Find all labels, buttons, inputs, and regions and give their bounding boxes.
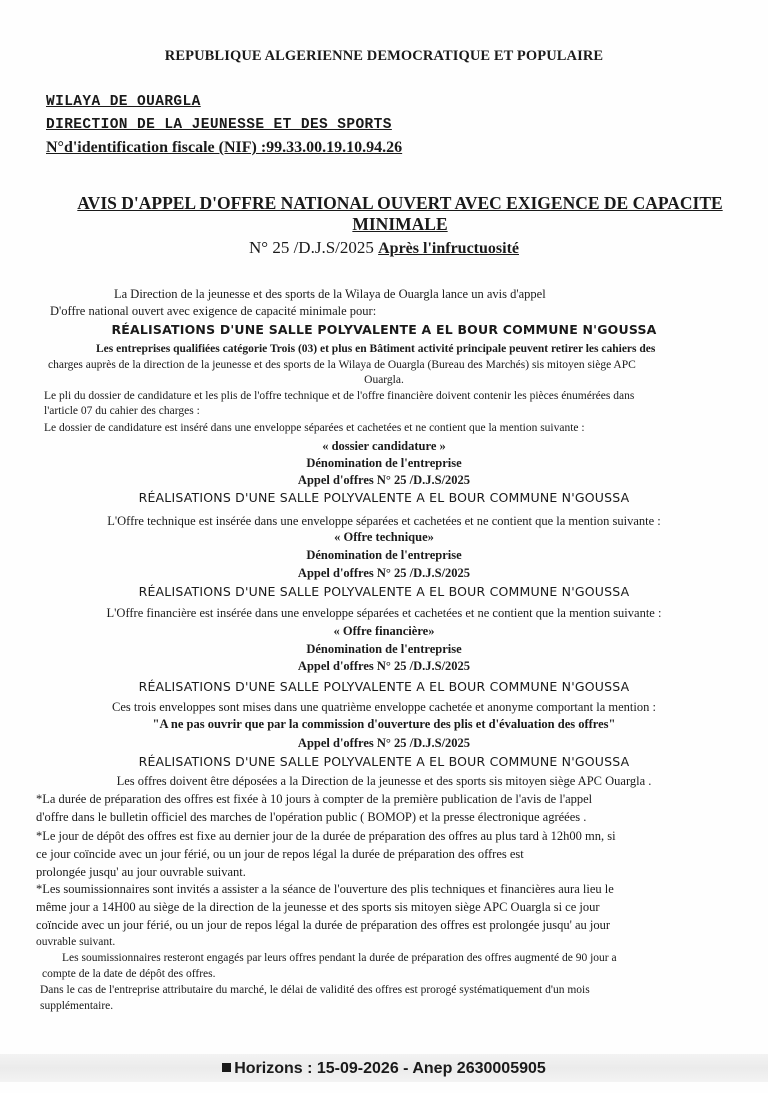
notice-number-suffix: Après l'infructuosité — [378, 240, 519, 257]
company-name-1: Dénomination de l'entreprise — [306, 456, 462, 470]
company-name-2: Dénomination de l'entreprise — [306, 548, 462, 562]
qualification-line-1: Les entreprises qualifiées catégorie Trois (03) et plus en Bâtiment activité principale peuvent retirer les cahiers des — [96, 343, 656, 355]
opening-line-4: ouvrable suivant. — [36, 936, 116, 948]
pli-line-1: Le pli du dossier de candidature et les plis de l'offre technique et de l'offre financière doivent contenir les pièces énumérées dans — [44, 390, 635, 402]
deposit-day-line-1: *Le jour de dépôt des offres est fixe au dernier jour de la durée de préparation des offres au plus tard à 12h00 mn, si — [36, 829, 616, 843]
company-name-3: Dénomination de l'entreprise — [306, 642, 462, 656]
project-title-4: RÉALISATIONS D'UNE SALLE POLYVALENTE A EL BOUR COMMUNE N'GOUSSA — [138, 679, 630, 694]
notice-number — [0, 238, 768, 258]
duration-line-1: *La durée de préparation des offres est fixée à 10 jours à compter de la première publication de l'avis de l'appel — [36, 792, 593, 806]
direction-line: DIRECTION DE LA JEUNESSE ET DES SPORTS — [46, 117, 392, 133]
duration-line-2: d'offre dans le bulletin officiel des marches de l'opération public ( BOMOP) et la presse électronique agréées . — [36, 810, 587, 824]
dossier-mention: « dossier candidature » — [322, 439, 446, 453]
project-title-2: RÉALISATIONS D'UNE SALLE POLYVALENTE A EL BOUR COMMUNE N'GOUSSA — [138, 490, 630, 505]
project-title-1: RÉALISATIONS D'UNE SALLE POLYVALENTE A EL BOUR COMMUNE N'GOUSSA — [111, 322, 657, 337]
project-title-3: RÉALISATIONS D'UNE SALLE POLYVALENTE A EL BOUR COMMUNE N'GOUSSA — [138, 584, 630, 599]
opening-line-1: *Les soumissionnaires sont invités a assister a la séance de l'ouverture des plis techniques et financières aura lieu le — [36, 882, 614, 896]
notice-number-value: N° 25 /D.J.S/2025 — [249, 238, 374, 257]
validity-line-1: Dans le cas de l'entreprise attributaire du marché, le délai de validité des offres est prorogé systématiquement d'un mois — [40, 984, 590, 996]
deposit-day-line-3: prolongée jusqu' au jour ouvrable suivant. — [36, 865, 246, 879]
envelope-mention: "A ne pas ouvrir que par la commission d'ouverture des plis et d'évaluation des offres" — [152, 717, 616, 731]
notice-title: AVIS D'APPEL D'OFFRE NATIONAL OUVERT AVEC EXIGENCE DE CAPACITE MINIMALE — [77, 193, 723, 234]
footer-publication — [0, 1060, 768, 1078]
intro-line-1: La Direction de la jeunesse et des sports de la Wilaya de Ouargla lance un avis d'appel — [114, 287, 546, 301]
engagement-line-1: Les soumissionnaires resteront engagés par leurs offres pendant la durée de préparation des offres augmenté de 90 jour a — [62, 952, 617, 964]
envelope-line: Ces trois enveloppes sont mises dans une quatrième enveloppe cachetée et anonyme comportant la mention : — [112, 700, 656, 714]
qualification-line-2: charges auprès de la direction de la jeunesse et des sports de la Wilaya de Ouargla (Bureau des Marchés) sis mitoyen siège APC — [48, 359, 636, 371]
engagement-line-2: compte de la date de dépôt des offres. — [42, 968, 216, 980]
opening-line-3: coïncide avec un jour férié, ou un jour de repos légal la durée de préparation des offres est prolongée jusqu' au jour — [36, 918, 611, 932]
technical-offer-mention: « Offre technique» — [334, 530, 434, 544]
nif-line: N°d'identification fiscale (NIF) :99.33.00.19.10.94.26 — [46, 139, 403, 156]
deposit-line: Les offres doivent être déposées a la Direction de la jeunesse et des sports sis mitoyen siège APC Ouargla . — [116, 774, 652, 788]
pli-line-2: l'article 07 du cahier des charges : — [44, 405, 200, 417]
deposit-day-line-2: ce jour coïncide avec un jour férié, ou un jour de repos légal la durée de préparation des offres est — [36, 847, 524, 861]
wilaya-line: WILAYA DE OUARGLA — [46, 94, 201, 110]
technical-offer-line: L'Offre technique est insérée dans une enveloppe séparées et cachetées et ne contient que la mention suivante : — [107, 514, 661, 528]
tender-ref-3: Appel d'offres N° 25 /D.J.S/2025 — [297, 659, 471, 673]
tender-ref-4: Appel d'offres N° 25 /D.J.S/2025 — [297, 736, 471, 750]
qualification-line-3: Ouargla. — [364, 374, 404, 386]
tender-ref-2: Appel d'offres N° 25 /D.J.S/2025 — [297, 566, 471, 580]
footer-text: Horizons : 15-09-2026 - Anep 2630005905 — [234, 1060, 546, 1077]
dossier-line: Le dossier de candidature est inséré dans une enveloppe séparées et cachetées et ne contient que la mention suivante : — [44, 422, 585, 434]
opening-line-2: même jour a 14H00 au siège de la direction de la jeunesse et des sports sis mitoyen siège APC Ouargla si ce jour — [36, 900, 600, 914]
financial-offer-mention: « Offre financière» — [333, 624, 435, 638]
square-bullet-icon — [222, 1063, 231, 1072]
project-title-5: RÉALISATIONS D'UNE SALLE POLYVALENTE A EL BOUR COMMUNE N'GOUSSA — [138, 754, 630, 769]
republic-heading: REPUBLIQUE ALGERIENNE DEMOCRATIQUE ET POPULAIRE — [164, 48, 604, 64]
intro-line-2: D'offre national ouvert avec exigence de capacité minimale pour: — [50, 304, 377, 318]
validity-line-2: supplémentaire. — [40, 1000, 114, 1012]
financial-offer-line: L'Offre financière est insérée dans une enveloppe séparées et cachetées et ne contient que la mention suivante : — [106, 606, 662, 620]
tender-ref-1: Appel d'offres N° 25 /D.J.S/2025 — [297, 473, 471, 487]
